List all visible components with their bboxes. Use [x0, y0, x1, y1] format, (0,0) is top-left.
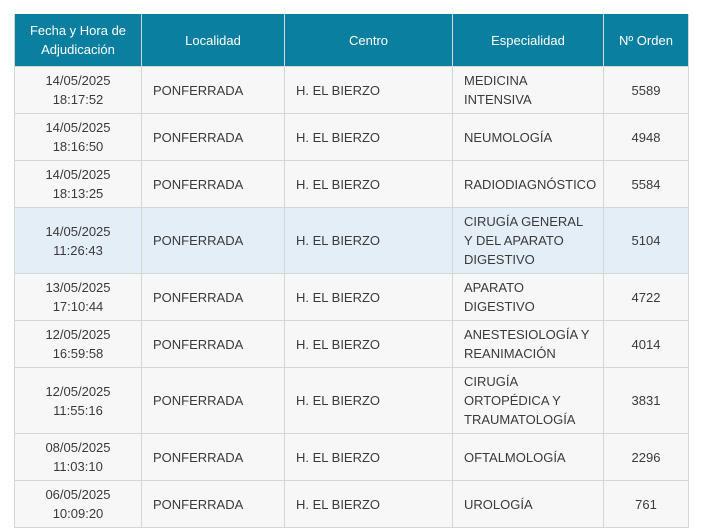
cell-especialidad-text: APARATO DIGESTIVO — [464, 280, 535, 314]
cell-localidad — [142, 161, 285, 208]
cell-localidad-text: PONFERRADA — [153, 129, 244, 145]
cell-especialidad — [453, 274, 604, 321]
cell-especialidad-text: MEDICINA INTENSIVA — [464, 73, 532, 107]
table-row[interactable] — [15, 114, 689, 161]
cell-localidad-text: PONFERRADA — [153, 82, 244, 98]
cell-orden — [604, 208, 689, 274]
cell-orden — [604, 67, 689, 114]
cell-fecha: 12/05/2025 — [45, 383, 111, 399]
cell-centro-text: H. EL BIERZO — [296, 289, 381, 305]
cell-centro-text: H. EL BIERZO — [296, 336, 381, 352]
cell-localidad — [142, 368, 285, 434]
cell-hora: 11:26:43 — [53, 242, 103, 258]
cell-orden-text: 761 — [635, 496, 657, 512]
table-row[interactable] — [15, 274, 689, 321]
cell-localidad-text: PONFERRADA — [153, 336, 244, 352]
column-header-localidad[interactable]: Localidad — [142, 14, 285, 67]
cell-localidad — [142, 114, 285, 161]
cell-hora: 18:16:50 — [52, 139, 104, 154]
cell-orden — [604, 481, 689, 528]
cell-especialidad — [453, 434, 604, 481]
cell-fecha-hora — [15, 368, 142, 434]
column-header-fecha[interactable]: Fecha y Hora de Adjudicación — [15, 14, 142, 67]
column-header-especialidad[interactable]: Especialidad — [453, 14, 604, 67]
cell-especialidad — [453, 67, 604, 114]
cell-localidad — [142, 208, 285, 274]
cell-fecha-hora — [15, 161, 142, 208]
cell-fecha: 14/05/2025 — [45, 167, 111, 182]
cell-fecha: 13/05/2025 — [45, 280, 111, 295]
cell-fecha: 12/05/2025 — [45, 327, 111, 342]
cell-fecha-hora — [15, 321, 142, 368]
cell-hora: 11:55:16 — [53, 402, 103, 418]
cell-orden — [604, 434, 689, 481]
cell-localidad-text: PONFERRADA — [153, 496, 244, 512]
cell-fecha-hora — [15, 208, 142, 274]
cell-centro — [285, 368, 453, 434]
cell-fecha: 14/05/2025 — [45, 120, 111, 135]
cell-hora: 16:59:58 — [52, 346, 104, 361]
cell-hora: 18:13:25 — [52, 186, 104, 201]
cell-centro-text: H. EL BIERZO — [296, 496, 381, 512]
cell-localidad — [142, 274, 285, 321]
cell-localidad — [142, 481, 285, 528]
cell-especialidad-text: UROLOGÍA — [464, 496, 533, 512]
cell-localidad — [142, 321, 285, 368]
cell-fecha-hora — [15, 114, 142, 161]
cell-fecha-hora — [15, 434, 142, 481]
cell-orden-text: 4014 — [631, 336, 661, 352]
table-header-row — [15, 14, 689, 67]
cell-especialidad — [453, 321, 604, 368]
cell-localidad — [142, 434, 285, 481]
cell-hora: 17:10:44 — [52, 299, 104, 314]
cell-especialidad — [453, 208, 604, 274]
cell-localidad-text: PONFERRADA — [153, 393, 244, 408]
cell-especialidad-text: NEUMOLOGÍA — [464, 129, 553, 145]
cell-hora: 18:17:52 — [52, 92, 104, 107]
cell-centro — [285, 321, 453, 368]
cell-orden-text: 5589 — [631, 82, 661, 98]
cell-localidad — [142, 67, 285, 114]
table-row[interactable] — [15, 208, 689, 274]
cell-especialidad-text: OFTALMOLOGÍA — [464, 449, 566, 465]
cell-orden — [604, 274, 689, 321]
cell-fecha: 06/05/2025 — [45, 487, 111, 502]
cell-fecha: 14/05/2025 — [45, 73, 111, 88]
cell-orden-text: 4948 — [631, 129, 661, 145]
cell-centro — [285, 161, 453, 208]
cell-especialidad-text: CIRUGÍA GENERAL Y DEL APARATO DIGESTIVO — [464, 214, 583, 267]
cell-fecha: 14/05/2025 — [45, 223, 111, 239]
table-row[interactable] — [15, 434, 689, 481]
cell-centro — [285, 208, 453, 274]
table-row[interactable] — [15, 161, 689, 208]
cell-centro-text: H. EL BIERZO — [296, 233, 381, 248]
cell-centro — [285, 114, 453, 161]
cell-centro — [285, 67, 453, 114]
cell-especialidad-text: ANESTESIOLOGÍA Y REANIMACIÓN — [464, 327, 590, 361]
cell-centro — [285, 434, 453, 481]
cell-fecha-hora — [15, 67, 142, 114]
cell-orden — [604, 368, 689, 434]
adjudication-table — [14, 14, 689, 528]
cell-centro-text: H. EL BIERZO — [296, 176, 381, 192]
cell-centro — [285, 274, 453, 321]
cell-especialidad-text: CIRUGÍA ORTOPÉDICA Y TRAUMATOLOGÍA — [464, 374, 576, 427]
cell-orden-text: 5584 — [631, 176, 661, 192]
cell-orden-text: 4722 — [631, 289, 661, 305]
cell-especialidad — [453, 161, 604, 208]
cell-especialidad — [453, 481, 604, 528]
cell-fecha-hora — [15, 481, 142, 528]
cell-fecha: 08/05/2025 — [45, 440, 111, 455]
adjudication-table-container — [14, 14, 688, 528]
cell-especialidad — [453, 114, 604, 161]
cell-localidad-text: PONFERRADA — [153, 233, 244, 248]
cell-especialidad-text: RADIODIAGNÓSTICO — [464, 176, 597, 192]
cell-localidad-text: PONFERRADA — [153, 289, 244, 305]
cell-hora: 10:09:20 — [52, 506, 104, 521]
cell-orden-text: 2296 — [631, 449, 661, 465]
cell-fecha-hora — [15, 274, 142, 321]
cell-centro-text: H. EL BIERZO — [296, 449, 381, 465]
table-row[interactable] — [15, 67, 689, 114]
column-header-orden[interactable]: Nº Orden — [604, 14, 689, 67]
table-row[interactable] — [15, 481, 689, 528]
cell-centro — [285, 481, 453, 528]
cell-orden — [604, 114, 689, 161]
cell-centro-text: H. EL BIERZO — [296, 82, 381, 98]
column-header-centro[interactable]: Centro — [285, 14, 453, 67]
cell-orden — [604, 321, 689, 368]
cell-hora: 11:03:10 — [53, 459, 103, 474]
cell-orden — [604, 161, 689, 208]
cell-localidad-text: PONFERRADA — [153, 449, 244, 465]
table-row[interactable] — [15, 321, 689, 368]
cell-localidad-text: PONFERRADA — [153, 176, 244, 192]
cell-centro-text: H. EL BIERZO — [296, 393, 381, 408]
table-row[interactable] — [15, 368, 689, 434]
cell-especialidad — [453, 368, 604, 434]
cell-orden-text: 5104 — [631, 233, 661, 248]
cell-centro-text: H. EL BIERZO — [296, 129, 381, 145]
cell-orden-text: 3831 — [631, 393, 661, 408]
